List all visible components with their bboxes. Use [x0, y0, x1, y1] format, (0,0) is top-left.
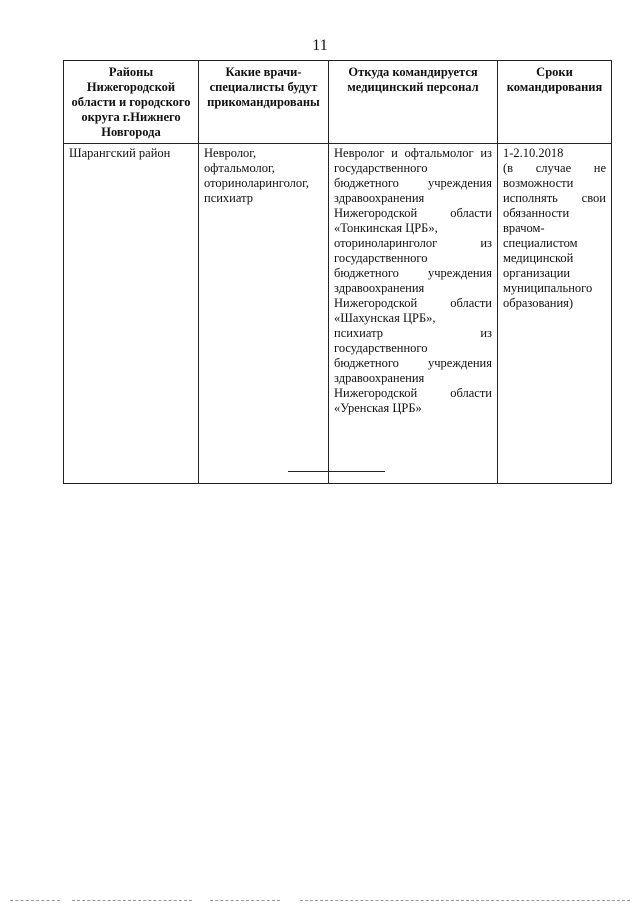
header-source: Откуда командируется медицинский персонал: [329, 61, 498, 144]
table-row: [64, 144, 612, 484]
closing-rule: [288, 471, 385, 472]
scan-artifact-line: [10, 900, 60, 901]
scan-artifact-line: [210, 900, 280, 901]
header-specialists: Какие врачи- специалисты будут прикомандированы: [199, 61, 329, 144]
table-header: [64, 61, 612, 144]
header-terms: Сроки командирования: [498, 61, 612, 144]
scan-artifact-line: [300, 900, 630, 901]
header-row: [64, 61, 612, 144]
header-districts: Районы Нижегородской области и городского округа г.Нижнего Новгорода: [64, 61, 199, 144]
cell-terms: 1-2.10.2018 (в случае не возможности исполнять свои обязанности врачом- специалистом медицинской организации муниципального образования): [498, 144, 612, 484]
cell-specialists: Невролог, офтальмолог, оториноларинголог, психиатр: [199, 144, 329, 484]
page-number: 11: [312, 37, 328, 54]
cell-source: Невролог и офтальмолог из государственного бюджетного учреждения здравоохранения Нижегородской области «Тонкинская ЦРБ», оториноларинголог из государственного бюджетного учреждения здравоохранения Нижегородской области «Шахунская ЦРБ», психиатр из государственного бюджетного учреждения здравоохранения Нижегородской области «Уренская ЦРБ»: [329, 144, 498, 484]
assignment-table: [63, 60, 612, 484]
cell-district: Шарангский район: [64, 144, 199, 484]
scan-artifact-line: [72, 900, 192, 901]
